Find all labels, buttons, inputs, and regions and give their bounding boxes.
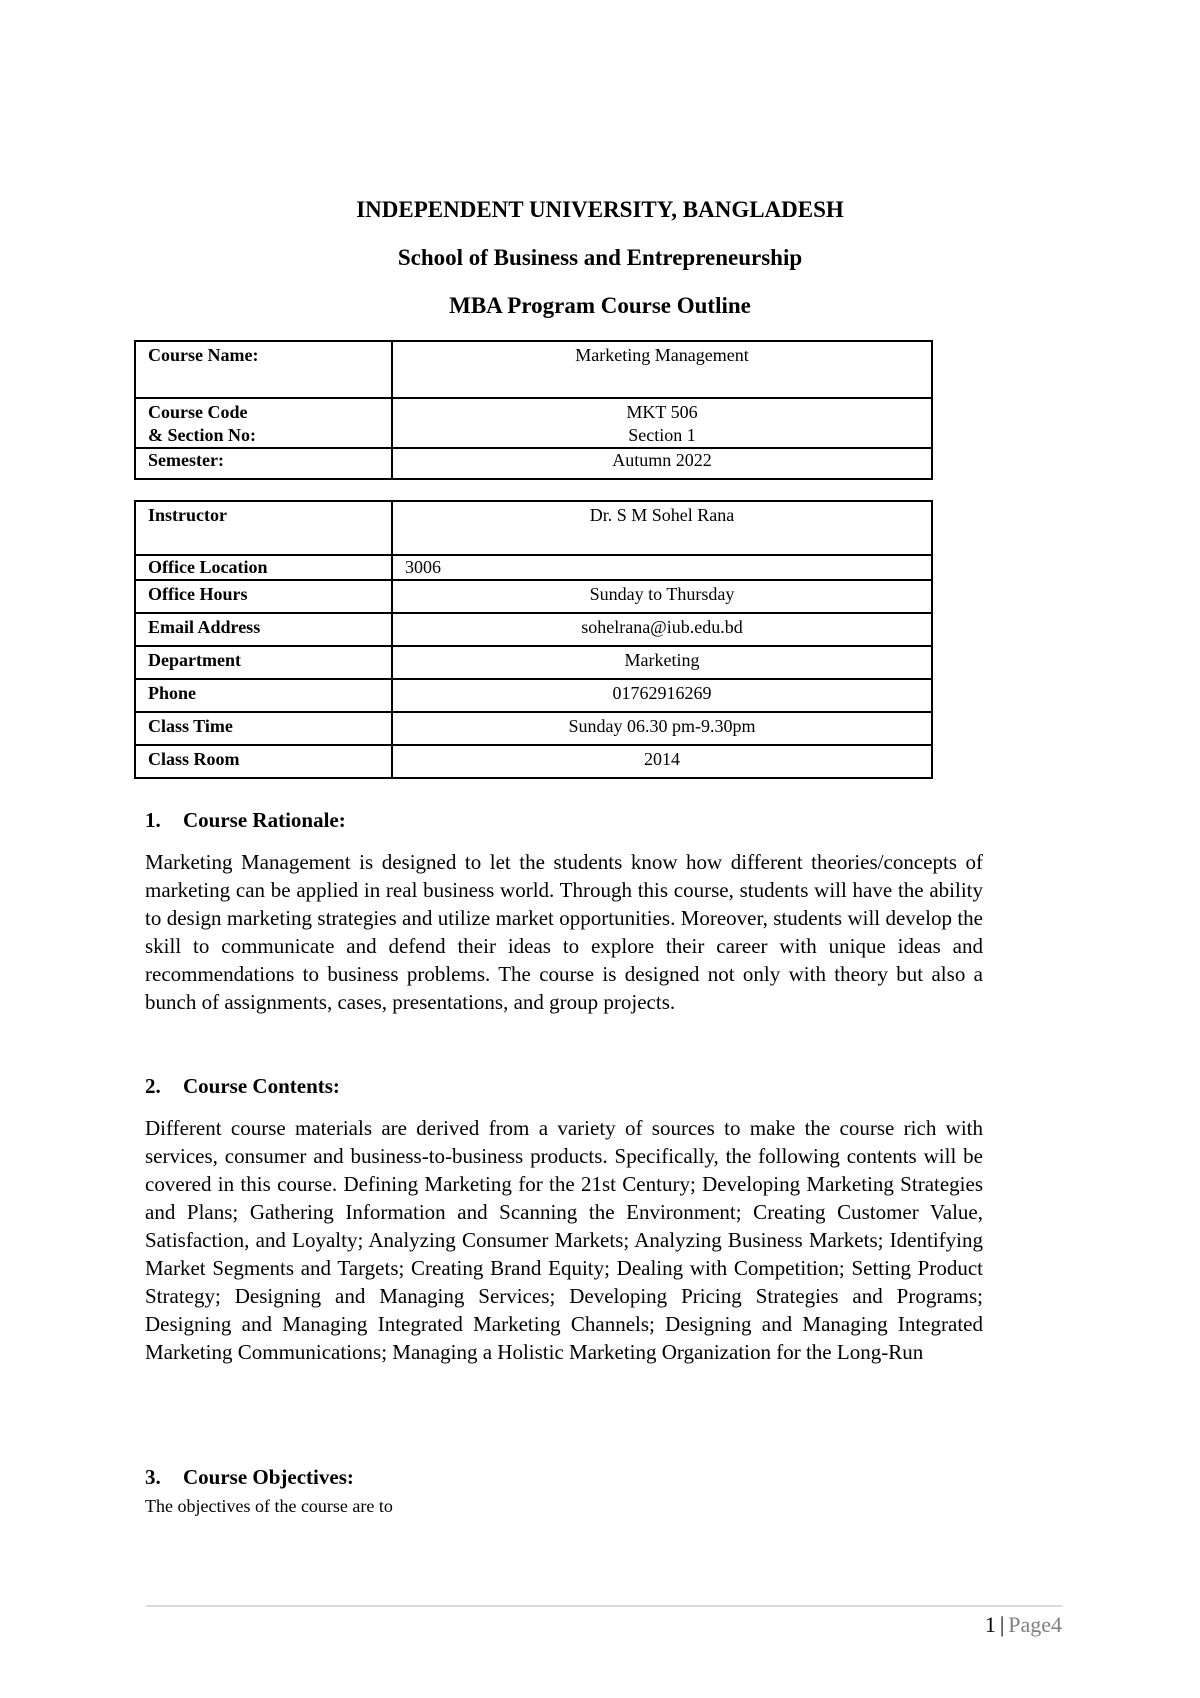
school-title: School of Business and Entrepreneurship [397,245,803,270]
course-code-label-line1: Course Code [148,402,248,422]
section-title: Course Objectives: [183,1465,354,1489]
table-row [135,341,932,398]
class-time-label: Class Time [135,712,392,745]
table-row [135,745,932,778]
office-hours-label: Office Hours [135,580,392,613]
class-room-label: Class Room [135,745,392,778]
class-time-value: Sunday 06.30 pm-9.30pm [392,712,932,745]
university-title: INDEPENDENT UNIVERSITY, BANGLADESH [356,197,844,222]
footer-separator: | [999,1612,1005,1637]
course-name-label: Course Name: [135,341,392,398]
table-row [135,501,932,555]
section-heading-contents [145,1074,340,1099]
office-hours-value: Sunday to Thursday [392,580,932,613]
page-footer [985,1612,1062,1638]
section-title: Course Rationale: [183,808,346,832]
semester-label: Semester: [135,448,392,479]
table-row [135,580,932,613]
course-section: Section 1 [628,425,696,445]
table-row [135,646,932,679]
section-heading-objectives [145,1465,354,1490]
office-location-label: Office Location [135,555,392,580]
section-heading-rationale [145,808,346,833]
section-body-contents: Different course materials are derived from a variety of sources to make the course rich with services, consumer and business-to-business products. Specifically, the following contents will be covered in this course. Defining Marketing for the 21st Century; Developing Marketing Strategies and Plans; Gathering Information and Scanning the Environment; Creating Customer Value, Satisfaction, and Loyalty; Analyzing Consumer Markets; Analyzing Business Markets; Identifying Market Segments and Targets; Creating Brand Equity; Dealing with Competition; Setting Product Strategy; Designing and Managing Services; Developing Pricing Strategies and Programs; Designing and Managing Integrated Marketing Channels; Designing and Managing Integrated Marketing Communications; Managing a Holistic Marketing Organization for the Long-Run [145,1116,983,1364]
table-row [135,613,932,646]
email-value: sohelrana@iub.edu.bd [392,613,932,646]
table-row [135,448,932,479]
office-location-value: 3006 [392,555,932,580]
section-number: 2. [145,1074,161,1098]
section-title: Course Contents: [183,1074,340,1098]
program-title: MBA Program Course Outline [449,293,751,318]
department-value: Marketing [392,646,932,679]
course-code-label [135,398,392,448]
section-number: 1. [145,808,161,832]
page-number: 1 [984,1612,996,1637]
section-number: 3. [145,1465,161,1489]
course-name-value: Marketing Management [392,341,932,398]
semester-value: Autumn 2022 [392,448,932,479]
phone-value: 01762916269 [392,679,932,712]
footer-divider [146,1605,1062,1607]
table-row [135,712,932,745]
phone-label: Phone [135,679,392,712]
page-label: Page4 [1008,1612,1062,1637]
course-code-label-line2: & Section No: [148,425,256,445]
course-code: MKT 506 [626,402,698,422]
class-room-value: 2014 [392,745,932,778]
section-body-objectives: The objectives of the course are to [145,1496,393,1516]
section-body-rationale: Marketing Management is designed to let the students know how different theories/concepts of marketing can be applied in real business world. Through this course, students will have the ability to design marketing strategies and utilize market opportunities. Moreover, students will develop the skill to communicate and defend their ideas to explore their career with unique ideas and recommendations to business problems. The course is designed not only with theory but also a bunch of assignments, cases, presentations, and group projects. [145,850,983,1014]
table-row [135,679,932,712]
table-row [135,555,932,580]
instructor-value: Dr. S M Sohel Rana [392,501,932,555]
email-label: Email Address [135,613,392,646]
department-label: Department [135,646,392,679]
instructor-label: Instructor [135,501,392,555]
course-code-value [392,398,932,448]
table-row [135,398,932,448]
course-info-table [134,340,933,480]
instructor-info-table [134,500,933,779]
